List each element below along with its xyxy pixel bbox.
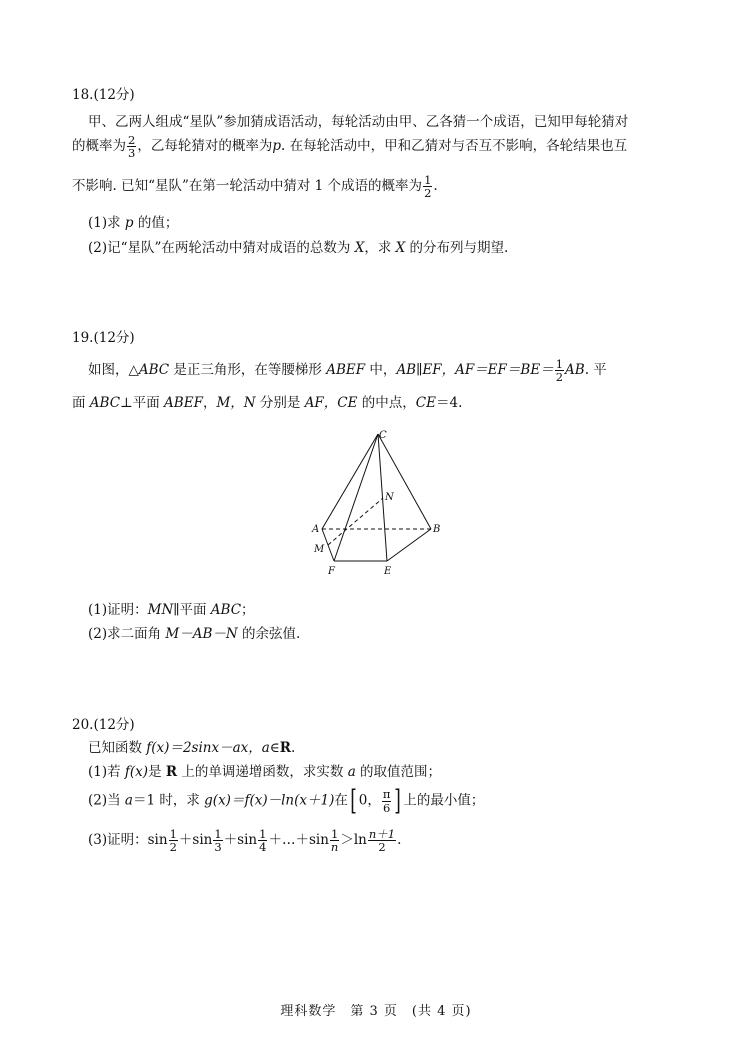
q20-header: 20.(12分) [72,717,135,733]
fraction-1-2: $\frac{1}{2}$ [555,357,564,385]
label-M: M [314,544,325,555]
fraction-1-4: $\frac{1}{4}$ [259,827,267,855]
label-N: N [385,492,394,503]
q20-sub3: (3)证明：sin $\frac{1}{2}$ ＋sin $\frac{1}{3}$ ＋sin $\frac{1}{4}$ ＋…＋sin $\frac{1}{n}$ ＞ln $\frac{n+1}{2}$ . [88,827,402,855]
fraction-1-2: $\frac{1}{2}$ [169,827,177,855]
fraction-n1-2: $\frac{n+1}{2}$ [368,827,396,855]
q20-sub1: (1)若 f(x)是 R 上的单调递增函数，求实数 a 的取值范围； [88,764,442,780]
fraction-1-3: $\frac{1}{3}$ [214,827,222,855]
label-B: B [433,524,441,535]
q18-line2: 的概率为 $\frac{2}{3}$ ，乙每轮猜对的概率为p. 在每轮活动中，甲和乙猜对与否互不影响，各轮结果也互 [72,133,628,161]
q19-line2: 面 ABC⊥平面 ABEF，M，N 分别是 AF，CE 的中点，CE＝4. [72,395,463,411]
label-C: C [379,430,387,441]
left-bracket: [ [350,784,357,817]
label-A: A [312,524,320,535]
q18-sub1: (1)求 p 的值； [88,215,179,231]
pyramid-figure [300,428,450,578]
q19-sub2: (2)求二面角 M－AB－N 的余弦值. [88,626,301,642]
q18-sub2: (2)记“星队”在两轮活动中猜对成语的总数为 X，求 X 的分布列与期望. [88,240,509,256]
fraction-1-2: $\frac{1}{2}$ [424,173,432,201]
label-F: F [328,566,335,577]
q19-sub1: (1)证明：MN∥平面 ABC； [88,602,255,618]
edge-EB [387,529,431,561]
right-bracket: ] [394,784,402,817]
q20-line1: 已知函数 f(x)＝2sinx－ax，a∈R. [88,740,296,756]
fraction-pi-6: $\frac{\pi}{6}$ [382,787,391,815]
label-E: E [384,566,392,577]
q18-line3: 不影响. 已知“星队”在第一轮活动中猜对 1 个成语的概率为 $\frac{1}{2}$ . [72,173,438,201]
q18-header: 18.(12分) [72,87,135,103]
edge-CB [378,434,431,529]
q19-line1: 如图，△ABC 是正三角形，在等腰梯形 ABEF 中，AB∥EF，AF＝EF＝BE＝ $\frac{1}{2}$ AB. 平 [88,357,607,385]
fraction-2-3: $\frac{2}{3}$ [128,133,136,161]
q19-header: 19.(12分) [72,330,135,346]
q18-line1: 甲、乙两人组成“星队”参加猜成语活动，每轮活动由甲、乙各猜一个成语，已知甲每轮猜对 [88,114,629,130]
q20-sub2: (2)当 a＝1 时，求 g(x)＝f(x)－ln(x＋1)在[ 0， $\frac{\pi}{6}$ ] 上的最小值； [88,784,485,817]
fraction-1-n: $\frac{1}{n}$ [330,827,339,855]
page-footer: 理科数学 第 3 页 (共 4 页) [280,1004,472,1019]
